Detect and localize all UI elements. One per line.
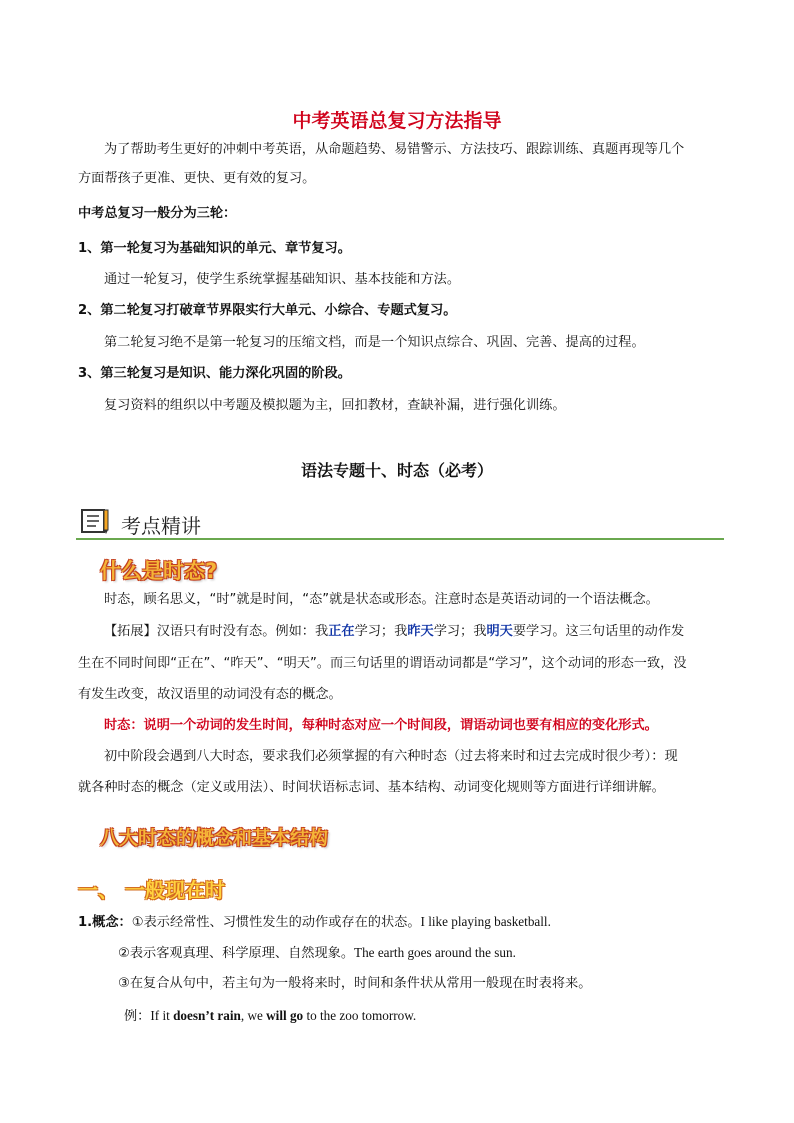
example-will-go: will go xyxy=(266,1008,304,1023)
what-is-tense-heading: 什么是时态? xyxy=(100,559,218,583)
concept-label: 1.概念： xyxy=(78,915,132,930)
round-3-desc: 复习资料的组织以中考题及模拟题为主，回扣教材，查缺补漏，进行强化训练。 xyxy=(104,398,566,413)
junior-line-2: 就各种时态的概念（定义或用法）、时间状语标志词、基本结构、动词变化规则等方面进行详细讲解。 xyxy=(78,780,665,795)
round-3-title: 3、第三轮复习是知识、能力深化巩固的阶段。 xyxy=(78,366,351,381)
concept-item-3: ③在复合从句中，若主句为一般将来时，时间和条件状从常用一般现在时表将来。 xyxy=(118,976,592,991)
expand-line-1 xyxy=(104,623,684,641)
rounds-heading: 中考总复习一般分为三轮： xyxy=(78,206,237,221)
expand-line-3: 有发生改变，故汉语里的动词没有态的概念。 xyxy=(78,687,342,702)
kaodian-heading: 考点精讲 xyxy=(121,514,201,538)
intro-line-2: 方面帮孩子更准、更快、更有效的复习。 xyxy=(78,171,316,186)
junior-line-1: 初中阶段会遇到八大时态，要求我们必须掌握的有六种时态（过去将来时和过去完成时很少考）：现 xyxy=(104,749,678,764)
expand-lead: 【拓展】汉语只有时没有态。例如：我 xyxy=(104,624,329,639)
main-title: 中考英语总复习方法指导 xyxy=(292,110,502,132)
tense-definition: 时态：说明一个动词的发生时间，每种时态对应一个时间段，谓语动词也要有相应的变化形式。 xyxy=(104,718,658,733)
example-doesnt-rain: doesn’t rain xyxy=(173,1008,241,1023)
simple-present-heading: 一、 一般现在时 xyxy=(78,878,225,902)
expand-tail: 要学习。这三句话里的动作发 xyxy=(512,624,685,639)
concept-item-1 xyxy=(78,913,551,932)
example-part-a: If it xyxy=(150,1008,174,1023)
notebook-icon xyxy=(80,507,110,535)
example-part-c: , we xyxy=(240,1008,267,1023)
expand-mid-2: 学习；我 xyxy=(433,624,487,639)
concept-item-2 xyxy=(118,944,516,963)
concept-2-en: The earth goes around the sun. xyxy=(354,945,516,960)
word-mingtian: 明天 xyxy=(486,624,513,639)
round-1-title: 1、第一轮复习为基础知识的单元、章节复习。 xyxy=(78,241,351,256)
concept-1-en: I like playing basketball. xyxy=(420,914,551,929)
section-title: 语法专题十、时态（必考） xyxy=(300,461,493,480)
word-zhengzai: 正在 xyxy=(328,624,355,639)
expand-mid-1: 学习；我 xyxy=(354,624,408,639)
eight-tenses-heading: 八大时态的概念和基本结构 xyxy=(100,827,329,849)
concept-example xyxy=(124,1007,416,1026)
round-1-desc: 通过一轮复习，使学生系统掌握基础知识、基本技能和方法。 xyxy=(104,272,461,287)
example-part-e: to the zoo tomorrow. xyxy=(303,1008,417,1023)
definition-line: 时态，顾名思义，“时”就是时间，“态”就是状态或形态。注意时态是英语动词的一个语法概念。 xyxy=(104,592,659,607)
expand-line-2: 生在不同时间即“正在”、“昨天”、“明天”。而三句话里的谓语动词都是“学习”，这个动词的形态一致，没 xyxy=(78,656,687,671)
word-zuotian: 昨天 xyxy=(407,624,434,639)
round-2-title: 2、第二轮复习打破章节界限实行大单元、小综合、专题式复习。 xyxy=(78,303,457,318)
concept-2-cn: ②表示客观真理、科学原理、自然现象。 xyxy=(118,946,355,961)
example-label: 例： xyxy=(124,1009,151,1024)
heading-rule xyxy=(76,538,724,540)
intro-line-1: 为了帮助考生更好的冲刺中考英语，从命题趋势、易错警示、方法技巧、跟踪训练、真题再现等几个 xyxy=(104,142,685,157)
concept-1-cn: ①表示经常性、习惯性发生的动作或存在的状态。 xyxy=(131,915,421,930)
round-2-desc: 第二轮复习绝不是第一轮复习的压缩文档，而是一个知识点综合、巩固、完善、提高的过程。 xyxy=(104,335,645,350)
